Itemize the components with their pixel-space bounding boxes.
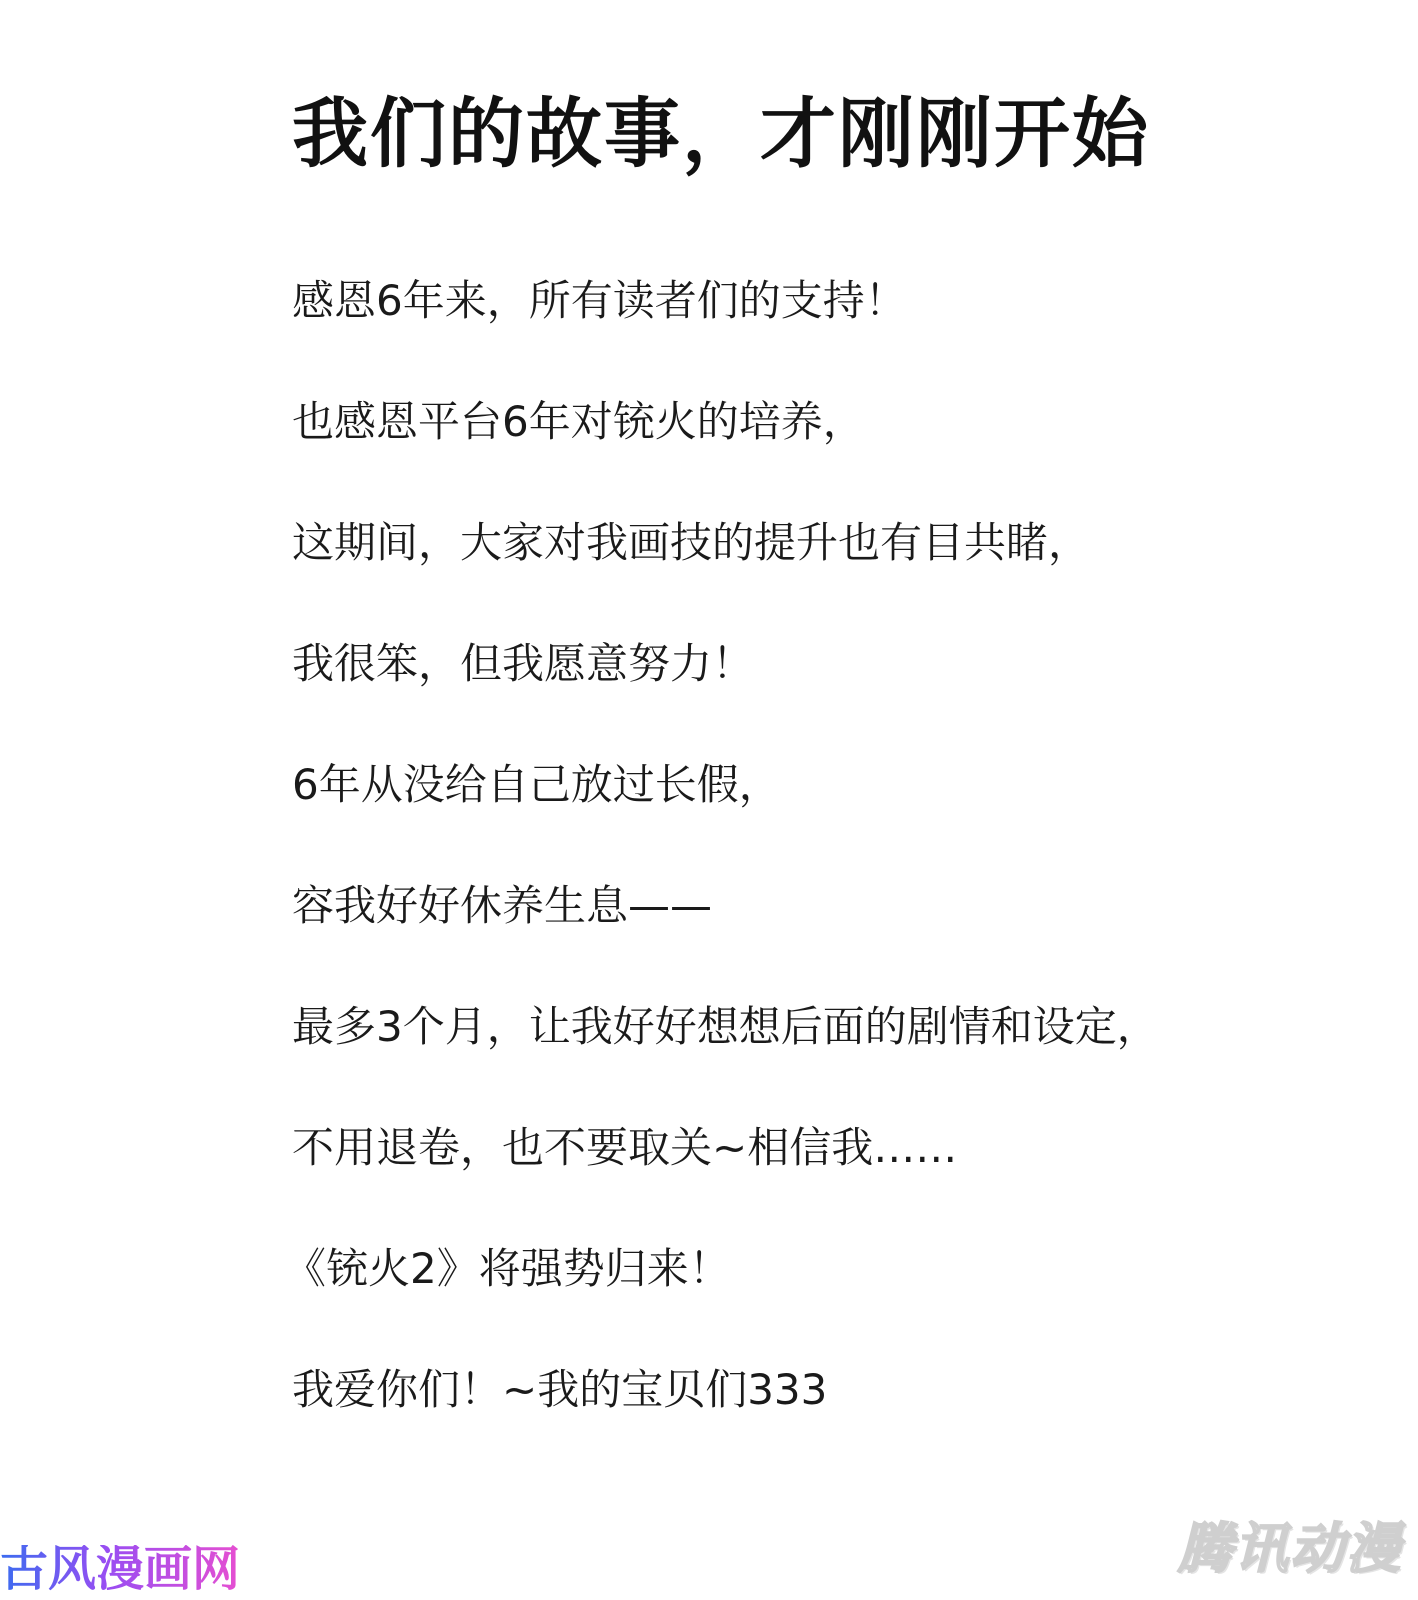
message-line: 最多3个月，让我好好想想后面的剧情和设定， xyxy=(292,1002,1159,1051)
message-line: 我爱你们！~我的宝贝们333 xyxy=(292,1365,828,1414)
message-line: 这期间，大家对我画技的提升也有目共睹， xyxy=(292,518,1091,567)
message-line: 也感恩平台6年对铳火的培养， xyxy=(292,397,865,446)
message-line: 我很笨，但我愿意努力！ xyxy=(292,639,755,688)
message-line: 容我好好休养生息—— xyxy=(292,881,713,930)
message-line: 《铳火2》将强势归来！ xyxy=(284,1244,731,1293)
page-title: 我们的故事，才刚刚开始 xyxy=(292,89,1150,178)
message-line: 6年从没给自己放过长假， xyxy=(292,760,781,809)
watermark-left-logo: 古风漫画网 xyxy=(0,1541,241,1597)
message-line: 感恩6年来，所有读者们的支持！ xyxy=(292,276,907,325)
message-line: 不用退卷，也不要取关~相信我…… xyxy=(292,1123,958,1172)
watermark-right-logo: 腾讯动漫 xyxy=(1178,1517,1402,1580)
message-lines xyxy=(284,276,1159,1490)
